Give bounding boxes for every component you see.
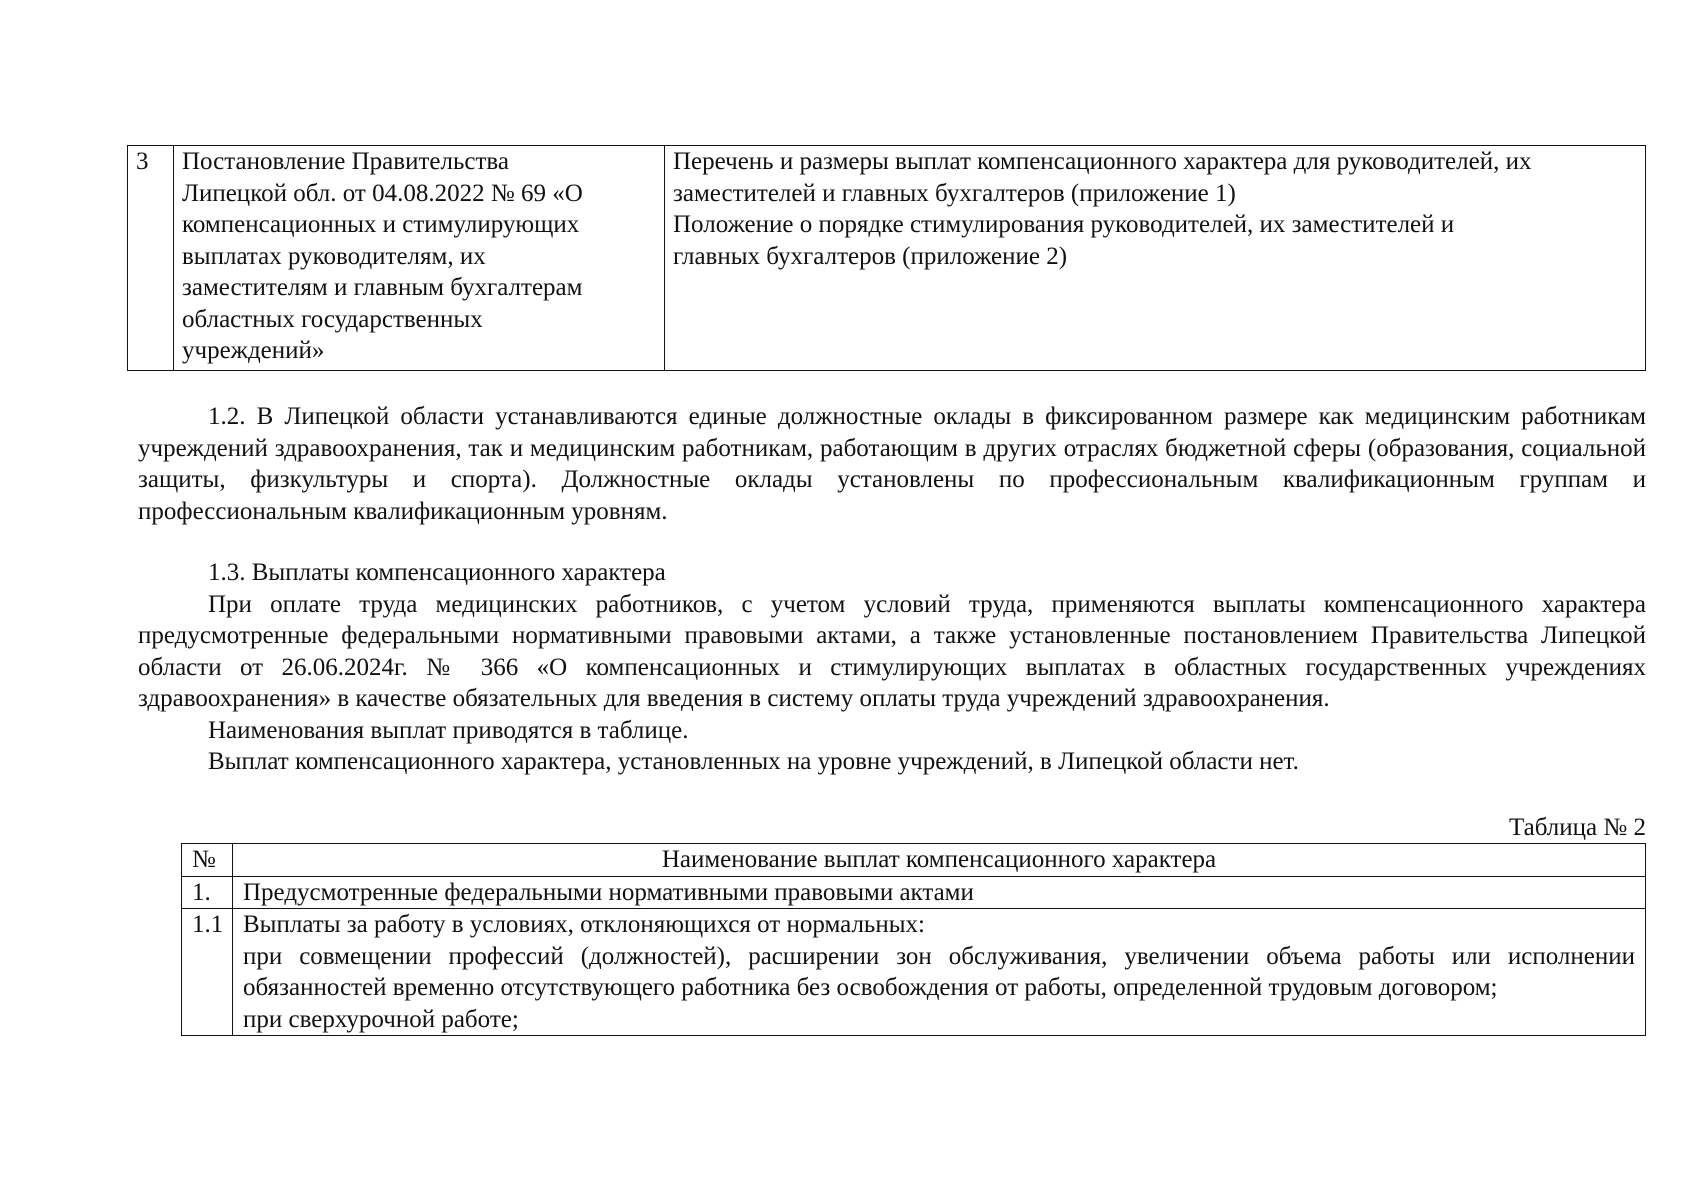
table-row — [182, 909, 1646, 1036]
row-line: Предусмотренные федеральными нормативными правовыми актами — [243, 878, 974, 906]
row-number: 3 — [128, 146, 174, 371]
table-reference-line: Наименования выплат приводятся в таблице. — [208, 716, 689, 744]
section-1-2 — [138, 401, 1646, 527]
description-cell: Перечень и размеры выплат компенсационного характера для руководителей, их заместителей и главных бухгалтеров (приложение 1) Положение о порядке стимулирования руководителей, их заместителей и главных бухгалтеров (приложение 2) — [665, 146, 1646, 371]
header-number: № — [182, 844, 233, 877]
section-1-3 — [138, 557, 1646, 778]
row-content — [233, 876, 1646, 909]
row-number: 1.1 — [182, 909, 233, 1036]
row-content — [233, 909, 1646, 1036]
section-1-2-text: 1.2. В Липецкой области устанавливаются единые должностные оклады в фиксированном размере как медицинским работникам учреждений здравоохранения, так и медицинским работникам, работающим в других отраслях бюджетной сферы (образования, социальной защиты, физкультуры и спорта). Должностные оклады установлены по профессиональным квалификационным группам и профессиональным квалификационным уровням. — [138, 403, 1646, 525]
row-line: при сверхурочной работе; — [243, 1005, 519, 1033]
row-number: 1. — [182, 876, 233, 909]
section-1-3-heading: 1.3. Выплаты компенсационного характера — [208, 559, 666, 586]
row-line: при совмещении профессий (должностей), расширении зон обслуживания, увеличении объема работы или исполнении обязанностей временно отсутствующего работника без освобождения от работы, определенной трудовым договором; — [243, 942, 1635, 1001]
table-row — [182, 876, 1646, 909]
row-line: Выплаты за работу в условиях, отклоняющихся от нормальных: — [243, 911, 925, 938]
legal-act-cell: Постановление Правительства Липецкой обл. от 04.08.2022 № 69 «О компенсационных и стимулирующих выплатах руководителям, их заместителям и главным бухгалтерам областных государственных учреждений» — [174, 146, 665, 371]
header-name: Наименование выплат компенсационного характера — [233, 844, 1646, 877]
table-header-row — [182, 844, 1646, 877]
no-local-payments-line: Выплат компенсационного характера, установленных на уровне учреждений, в Липецкой области нет. — [208, 748, 1299, 775]
table-row — [128, 146, 1646, 371]
top-table — [127, 145, 1646, 371]
section-1-3-paragraph: При оплате труда медицинских работников, с учетом условий труда, применяются выплаты компенсационного характера предусмотренные федеральными нормативными правовыми актами, а также установленные постановлением Правительства Липецкой области от 26.06.2024г. № 366 «О компенсационных и стимулирующих выплатах в областных государственных учреждениях здравоохранения» в качестве обязательных для введения в систему оплаты труда учреждений здравоохранения. — [138, 590, 1646, 712]
payments-table — [181, 843, 1646, 1036]
table-caption: Таблица № 2 — [1508, 814, 1646, 841]
